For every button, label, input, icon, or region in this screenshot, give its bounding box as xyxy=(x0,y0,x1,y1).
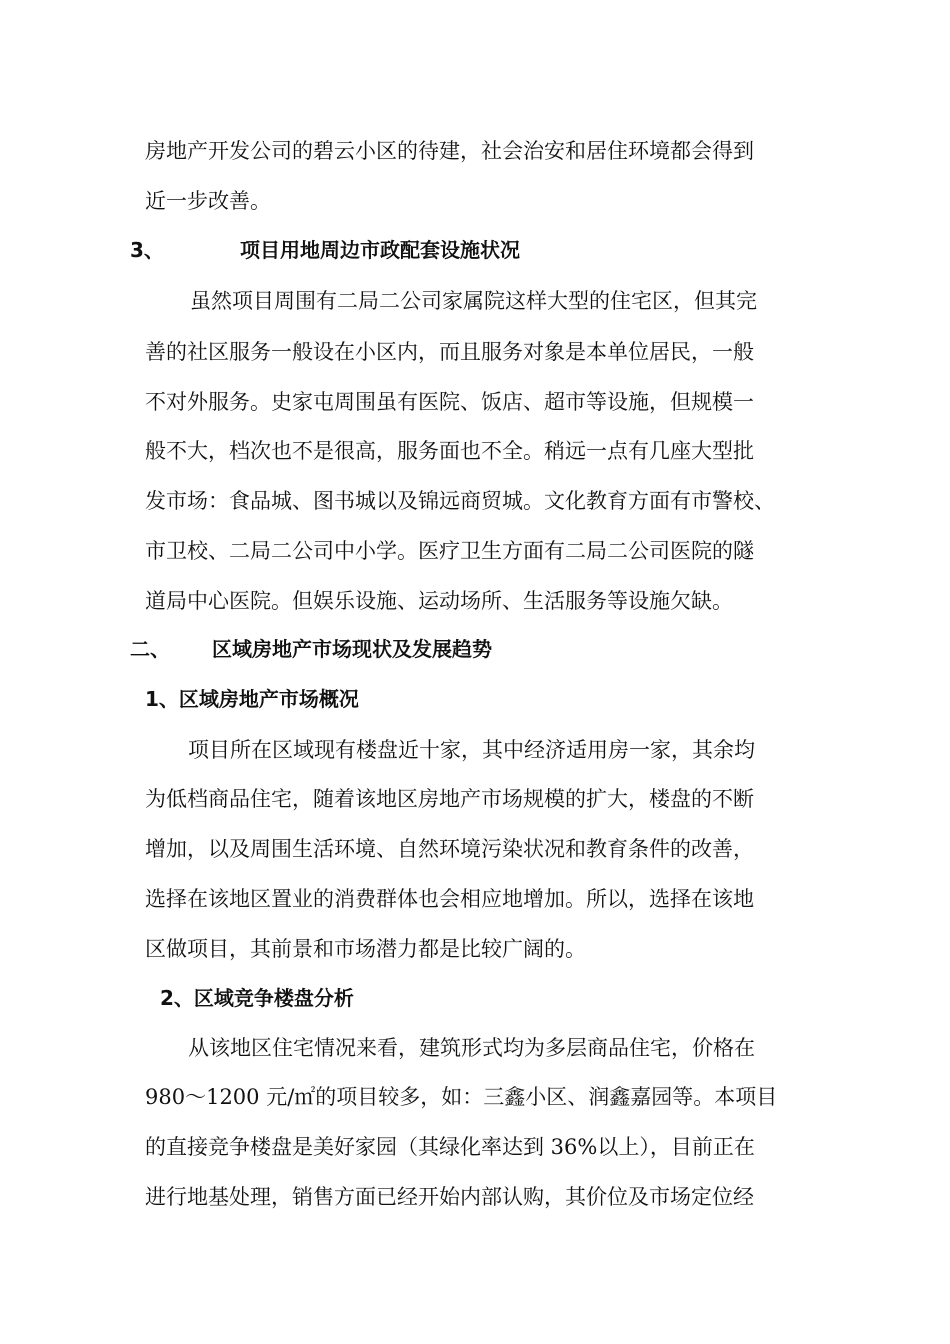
paragraph-line: 房地产开发公司的碧云小区的待建，社会治安和居住环境都会得到 xyxy=(145,139,754,163)
paragraph-line: 增加，以及周围生活环境、自然环境污染状况和教育条件的改善， xyxy=(145,837,754,861)
paragraph-line: 进行地基处理，销售方面已经开始内部认购，其价位及市场定位经 xyxy=(145,1185,754,1209)
paragraph-line: 选择在该地区置业的消费群体也会相应地增加。所以，选择在该地 xyxy=(145,887,754,911)
paragraph-line: 道局中心医院。但娱乐设施、运动场所、生活服务等设施欠缺。 xyxy=(145,589,733,613)
paragraph-line: 般不大，档次也不是很高，服务面也不全。稍远一点有几座大型批 xyxy=(145,439,754,463)
heading-number: 二、 xyxy=(130,637,170,661)
heading-title: 区域房地产市场现状及发展趋势 xyxy=(212,637,492,661)
paragraph-line: 区做项目，其前景和市场潜力都是比较广阔的。 xyxy=(145,937,586,961)
paragraph-line: 980～1200 元/㎡的项目较多，如：三鑫小区、润鑫嘉园等。本项目 xyxy=(145,1085,778,1109)
subsection-heading-1: 1、区域房地产市场概况 xyxy=(145,687,359,711)
section-heading-2 xyxy=(130,634,492,664)
heading-title: 项目用地周边市政配套设施状况 xyxy=(240,238,520,262)
heading-number: 3、 xyxy=(130,238,164,262)
paragraph-line: 虽然项目周围有二局二公司家属院这样大型的住宅区，但其完 xyxy=(190,289,757,313)
paragraph-line: 项目所在区域现有楼盘近十家，其中经济适用房一家，其余均 xyxy=(188,738,755,762)
paragraph-line: 近一步改善。 xyxy=(145,189,271,213)
section-heading-3 xyxy=(130,235,520,265)
subsection-heading-2: 2、区域竞争楼盘分析 xyxy=(160,986,354,1010)
paragraph-line: 的直接竞争楼盘是美好家园（其绿化率达到 36%以上），目前正在 xyxy=(145,1135,755,1159)
paragraph-line: 市卫校、二局二公司中小学。医疗卫生方面有二局二公司医院的隧 xyxy=(145,539,754,563)
paragraph-line: 发市场：食品城、图书城以及锦远商贸城。文化教育方面有市警校、 xyxy=(145,489,775,513)
paragraph-line: 不对外服务。史家屯周围虽有医院、饭店、超市等设施，但规模一 xyxy=(145,390,754,414)
paragraph-line: 从该地区住宅情况来看，建筑形式均为多层商品住宅，价格在 xyxy=(188,1036,755,1060)
paragraph-line: 为低档商品住宅，随着该地区房地产市场规模的扩大，楼盘的不断 xyxy=(145,787,754,811)
paragraph-line: 善的社区服务一般设在小区内，而且服务对象是本单位居民，一般 xyxy=(145,340,754,364)
